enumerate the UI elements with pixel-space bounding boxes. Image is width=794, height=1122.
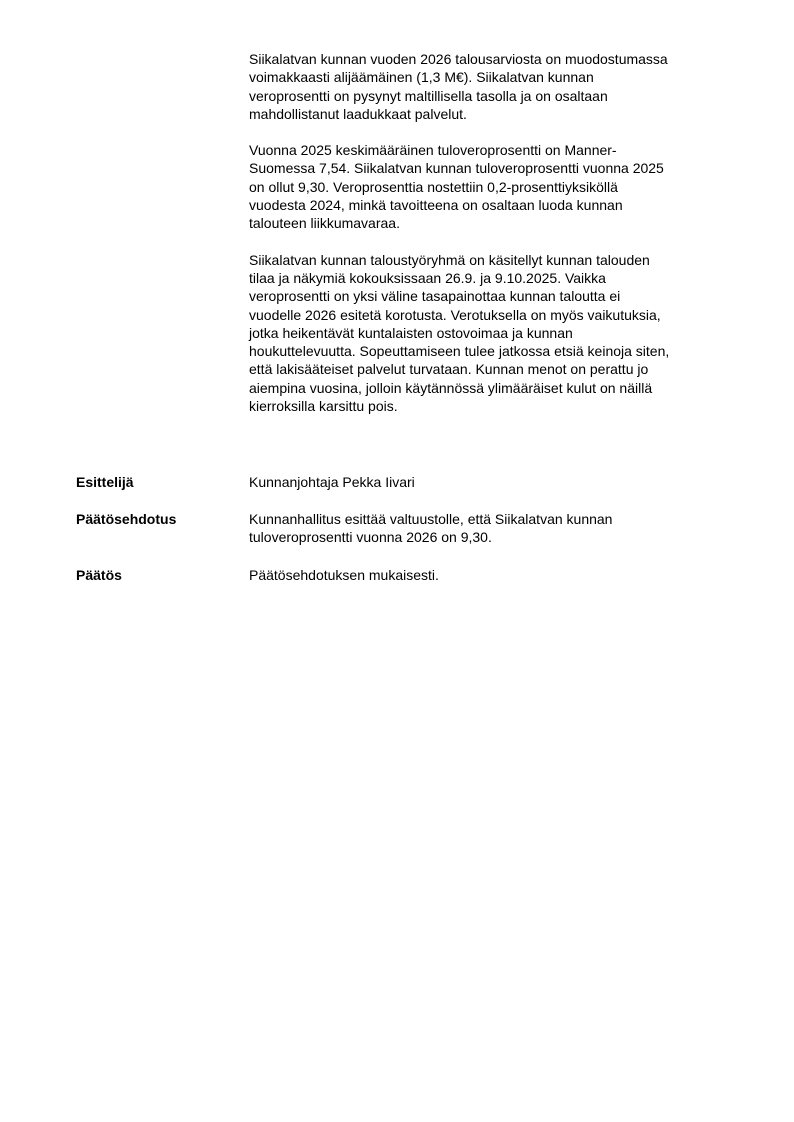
proposal-label: Päätösehdotus (76, 511, 177, 527)
text-line: veroprosentti on yksi väline tasapainottaa kunnan taloutta ei (249, 288, 621, 305)
text-line: vuodelle 2026 esitetä korotusta. Verotuksella on myös vaikutuksia, (249, 306, 661, 323)
text-line: että lakisääteiset palvelut turvataan. Kunnan menot on perattu jo (249, 361, 649, 378)
presenter-label: Esittelijä (76, 474, 134, 490)
text-line: Vuonna 2025 keskimääräinen tuloveroprosentti on Manner- (249, 142, 617, 159)
text-line: talouteen liikkumavaraa. (249, 215, 400, 232)
text-line: tuloveroprosentti vuonna 2026 on 9,30. (249, 529, 492, 546)
paragraph-tax-rate (249, 141, 739, 232)
text-line: vuodesta 2024, minkä tavoitteena on osaltaan luoda kunnan (249, 197, 623, 214)
text-line: kierroksilla karsittu pois. (249, 398, 398, 415)
text-line: Siikalatvan kunnan vuoden 2026 talousarviosta on muodostumassa (249, 51, 668, 67)
text-line: Kunnanjohtaja Pekka Iivari (249, 474, 415, 490)
document-body (249, 50, 739, 433)
decision-value (249, 566, 739, 584)
text-line: voimakkaasti alijäämäinen (1,3 M€). Siikalatvan kunnan (249, 69, 594, 86)
decision-label: Päätös (76, 567, 122, 583)
presenter-value (249, 473, 739, 491)
text-line: Päätösehdotuksen mukaisesti. (249, 567, 439, 583)
proposal-value (249, 510, 739, 547)
text-line: veroprosentti on pysynyt maltillisella tasolla ja on osaltaan (249, 87, 608, 104)
text-line: Kunnanhallitus esittää valtuustolle, että Siikalatvan kunnan (249, 511, 613, 527)
text-line: jotka heikentävät kuntalaisten ostovoimaa ja kunnan (249, 324, 573, 341)
paragraph-working-group (249, 251, 739, 416)
text-line: Suomessa 7,54. Siikalatvan kunnan tuloveroprosentti vuonna 2025 (249, 160, 664, 177)
text-line: Siikalatvan kunnan taloustyöryhmä on käsitellyt kunnan talouden (249, 251, 650, 268)
text-line: tilaa ja näkymiä kokouksissaan 26.9. ja 9.10.2025. Vaikka (249, 269, 606, 286)
text-line: mahdollistanut laadukkaat palvelut. (249, 105, 467, 122)
text-line: aiempina vuosina, jolloin käytännössä ylimääräiset kulut on näillä (249, 379, 653, 396)
text-line: on ollut 9,30. Veroprosenttia nostettiin 0,2-prosenttiyksiköllä (249, 178, 618, 195)
paragraph-budget-deficit (249, 50, 739, 123)
text-line: houkuttelevuutta. Sopeuttamiseen tulee jatkossa etsiä keinoja siten, (249, 343, 670, 360)
